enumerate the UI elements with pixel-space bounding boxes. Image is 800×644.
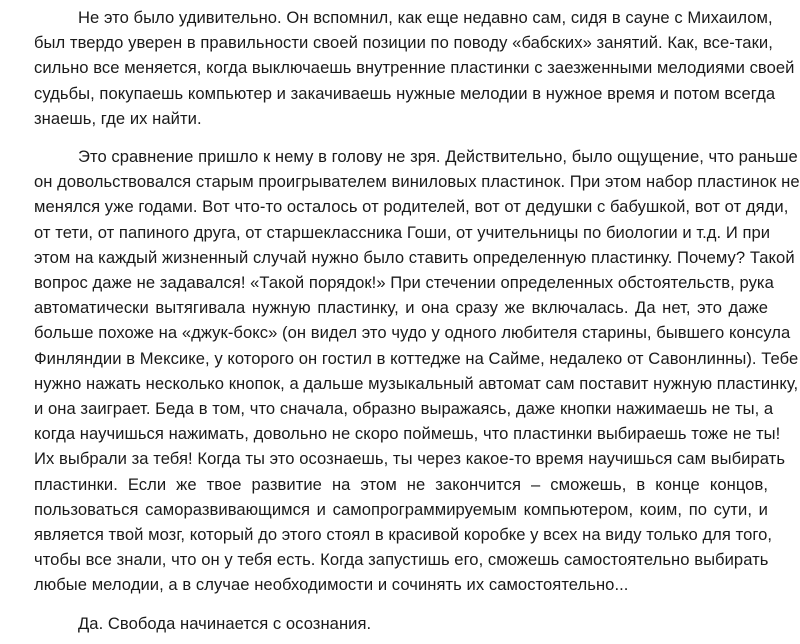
text-line: он довольствовался старым проигрывателем виниловых пластинок. При этом набор пластинок не (34, 172, 800, 192)
text-line: чтобы все знали, что он у тебя есть. Когда запустишь его, сможешь самостоятельно выбирать (34, 550, 769, 570)
text-line: сильно все меняется, когда выключаешь внутренние пластинки с заезженными мелодиями своей (34, 58, 795, 78)
text-line: любые мелодии, а в случае необходимости и сочинять их самостоятельно... (34, 575, 629, 595)
text-line: нужно нажать несколько кнопок, а дальше музыкальный автомат сам поставит нужную пластинку, (34, 373, 799, 393)
text-line: этом на каждый жизненный случай нужно было ставить определенную пластинку. Почему? Такой (34, 247, 795, 267)
text-line: пользоваться саморазвивающимся и самопрограммируемым компьютером, коим, по сути, и (34, 499, 768, 519)
text-line: от тети, от папиного друга, от старшеклассника Гоши, от учительницы по биологии и т.д. И при (34, 222, 771, 242)
text-line: Не это было удивительно. Он вспомнил, как еще недавно сам, сидя в сауне с Михаилом, (78, 8, 773, 27)
text-line: судьбы, покупаешь компьютер и закачиваешь нужные мелодии в нужное время и потом всегда (34, 83, 776, 103)
text-line: Их выбрали за тебя! Когда ты это осознаешь, ты через какое-то время научишься сам выбирать (34, 449, 786, 469)
text-line: Это сравнение пришло к нему в голову не зря. Действительно, было ощущение, что раньше (78, 147, 798, 166)
text-line: вопрос даже не задавался! «Такой порядок!» При стечении определенных обстоятельств, рука (34, 273, 774, 292)
text-line: и она заиграет. Беда в том, что сначала, образно выражаясь, даже кнопки нажимаешь не ты, а (34, 399, 774, 418)
text-line: знаешь, где их найти. (34, 108, 202, 128)
text-line: Финляндии в Мексике, у которого он гостил в коттедже на Сайме, недалеко от Савонлинны). Тебе (34, 348, 799, 368)
text-line: пластинки. Если же твое развитие на этом не закончится – сможешь, в конце концов, (34, 474, 768, 494)
text-line: был твердо уверен в правильности своей позиции по поводу «бабских» занятий. Как, все-таки, (34, 33, 773, 53)
text-line: менялся уже годами. Вот что-то осталось от родителей, вот от дедушки с бабушкой, вот от дяди, (34, 197, 789, 217)
text-line: является твой мозг, который до этого стоял в красивой коробке у всех на виду только для того, (34, 525, 773, 544)
text-line: больше похоже на «джук-бокс» (он видел это чудо у одного любителя старины, бывшего консула (34, 323, 791, 343)
text-line: Да. Свобода начинается с осознания. (78, 613, 372, 633)
text-line: когда научишься нажимать, довольно не скоро поймешь, что пластинки выбираешь тоже не ты! (34, 424, 781, 444)
text-line: автоматически вытягивала нужную пластинку, и она сразу же включалась. Да нет, это даже (34, 298, 768, 318)
